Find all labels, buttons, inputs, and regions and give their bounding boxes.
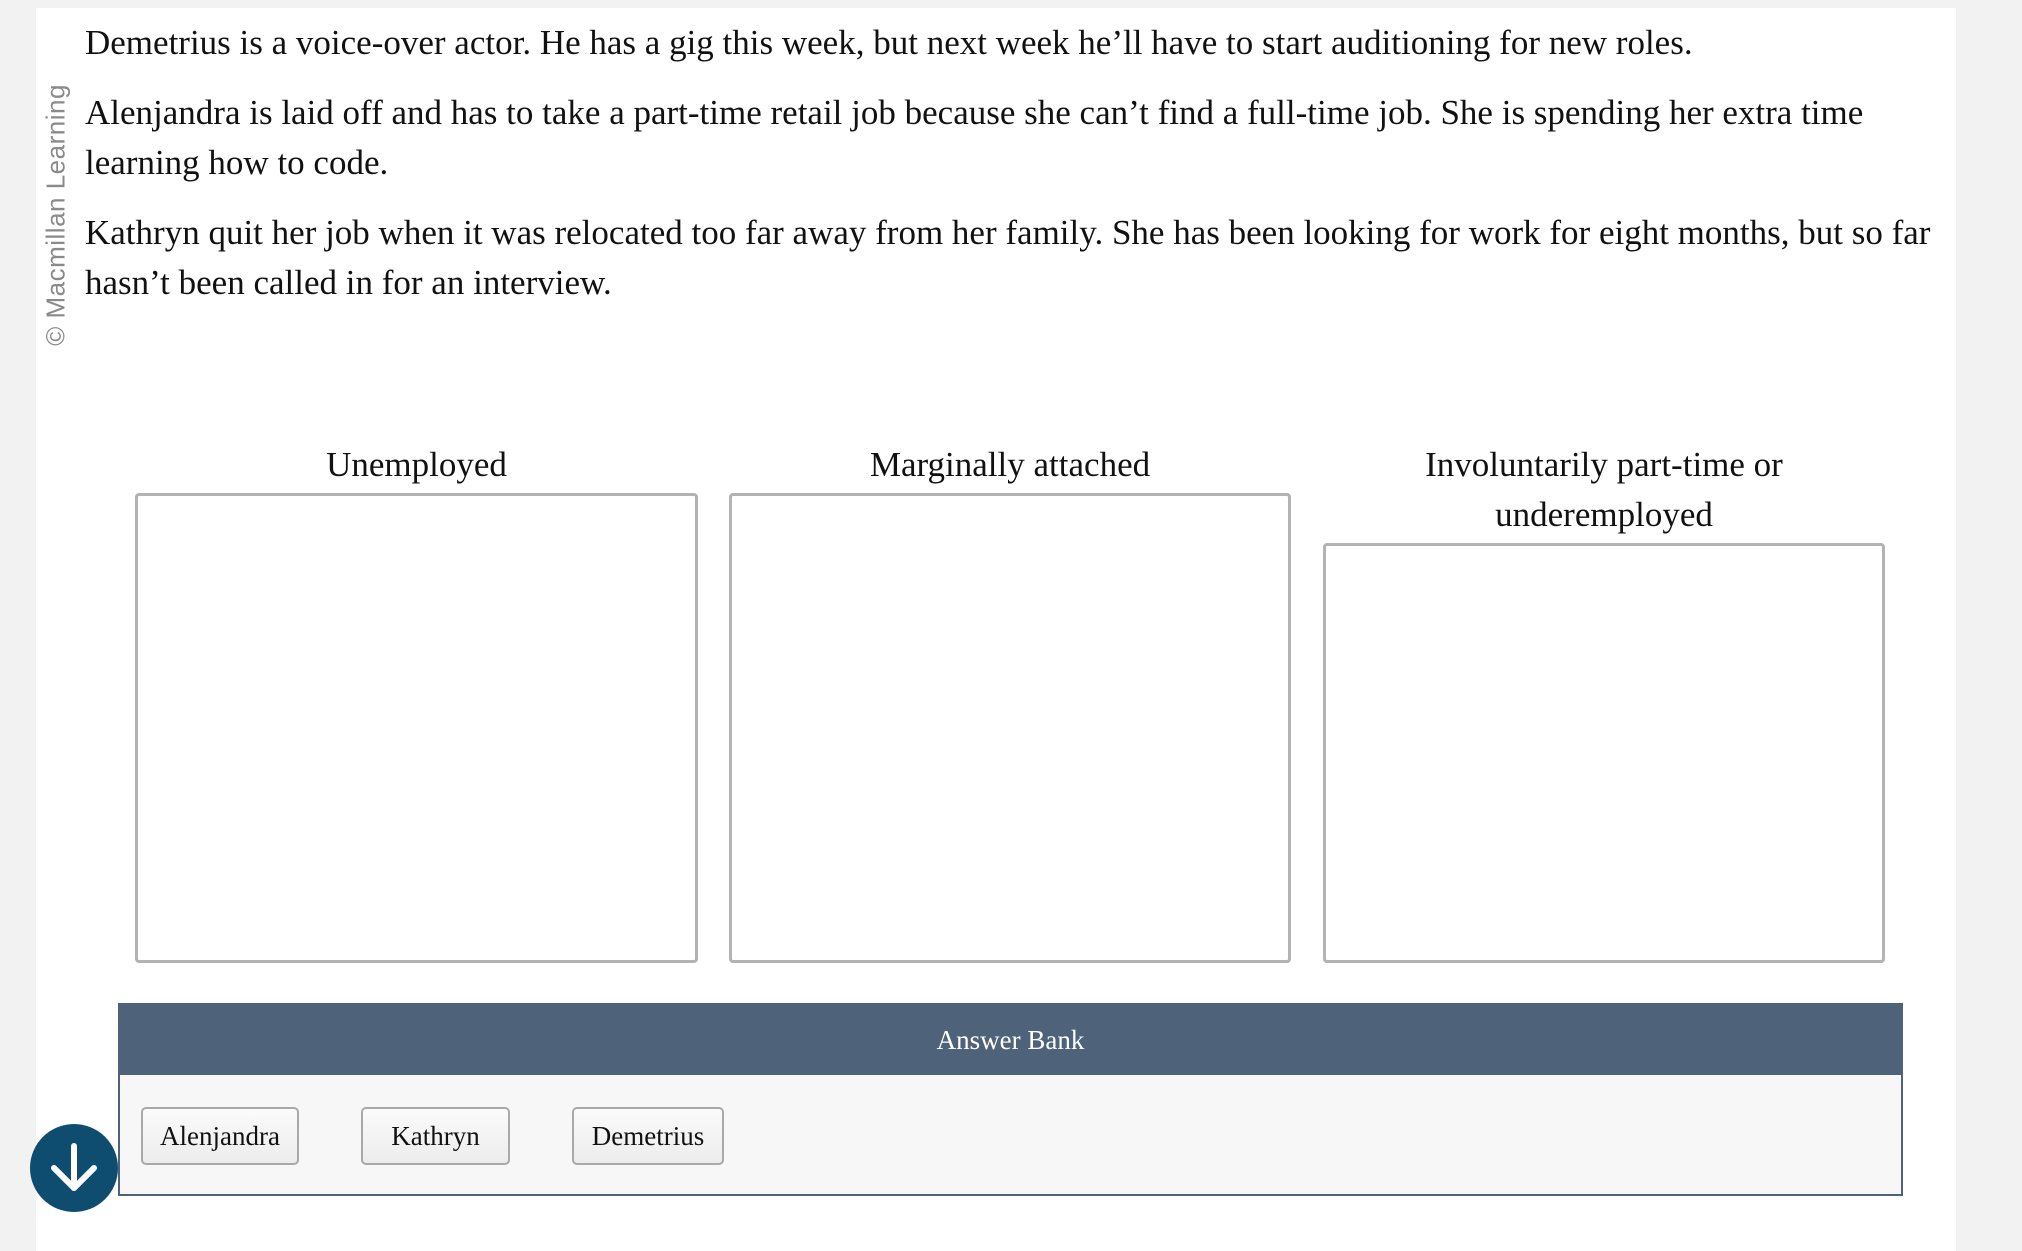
category-label-underemployed: Involuntarily part-time or underemployed bbox=[1425, 445, 1783, 534]
answer-chip-kathryn[interactable]: Kathryn bbox=[361, 1107, 510, 1165]
drop-zone-unemployed[interactable] bbox=[135, 493, 698, 963]
category-label-marginally-attached: Marginally attached bbox=[869, 445, 1151, 484]
category-label-unemployed: Unemployed bbox=[326, 445, 507, 484]
scenario-kathryn: Kathryn quit her job when it was relocated too far away from her family. She has been looking for work for eight months, but so far hasn’t been called in for an interview. bbox=[85, 213, 1931, 302]
drop-zone-underemployed[interactable] bbox=[1323, 543, 1885, 963]
answer-chip-demetrius[interactable]: Demetrius bbox=[572, 1107, 724, 1165]
answer-bank bbox=[118, 1003, 1903, 1196]
answer-chip-alenjandra[interactable]: Alenjandra bbox=[141, 1107, 299, 1165]
category-marginally-attached-header bbox=[729, 440, 1291, 490]
category-underemployed-header bbox=[1323, 440, 1885, 540]
drop-zone-marginally-attached[interactable] bbox=[729, 493, 1291, 963]
scenario-list bbox=[85, 18, 1945, 328]
arrow-down-circle-icon bbox=[30, 1124, 118, 1212]
category-unemployed-header bbox=[135, 440, 698, 490]
scenario-alenjandra: Alenjandra is laid off and has to take a part-time retail job because she can’t find a full-time job. She is spending her extra time learning how to code. bbox=[85, 93, 1864, 182]
copyright-watermark: © Macmillan Learning bbox=[40, 84, 71, 346]
scenario-demetrius: Demetrius is a voice-over actor. He has a gig this week, but next week he’ll have to start auditioning for new roles. bbox=[85, 23, 1693, 62]
answer-bank-title: Answer Bank bbox=[120, 1005, 1901, 1075]
scroll-down-button[interactable] bbox=[30, 1124, 118, 1212]
